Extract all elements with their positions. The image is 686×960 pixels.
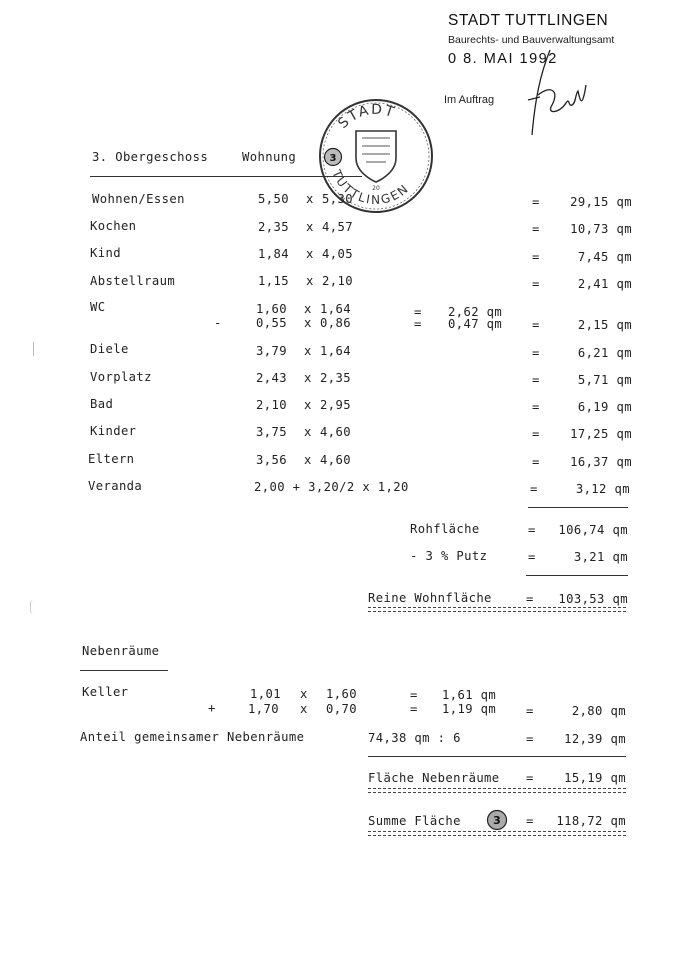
- room-dim-a: 2,10: [256, 398, 287, 412]
- flaeche-nebenraeume-value: 15,19 qm: [564, 771, 626, 785]
- room-op: x: [304, 316, 312, 330]
- nebenraum-dim-a: 1,01: [250, 687, 281, 701]
- room-name: Kinder: [90, 424, 137, 438]
- room-dim-a: 0,55: [256, 316, 287, 330]
- rohflaeche-value: 106,74 qm: [558, 523, 628, 537]
- room-name: Eltern: [88, 452, 135, 466]
- room-name: Bad: [90, 397, 114, 411]
- room-op: x: [306, 192, 314, 206]
- room-op: x: [304, 371, 312, 385]
- room-dim-a: 1,84: [258, 247, 289, 261]
- anteil-rule: [368, 756, 626, 757]
- summe-flaeche-value: 118,72 qm: [556, 814, 626, 828]
- room-dim-b: 1,64: [320, 302, 351, 316]
- nebenraum-dim-a: 1,70: [248, 702, 279, 716]
- room-area: 16,37 qm: [570, 455, 632, 469]
- room-op: x: [304, 398, 312, 412]
- room-area: 29,15 qm: [570, 195, 632, 209]
- room-name: Vorplatz: [90, 370, 152, 384]
- flaeche-nebenraeume-eq: =: [526, 771, 534, 785]
- nebenraum-dim-b: 0,70: [326, 702, 357, 716]
- room-name: Kind: [90, 246, 121, 260]
- room-formula: 2,00 + 3,20/2 x 1,20: [254, 480, 409, 494]
- room-op: x: [306, 247, 314, 261]
- nebenraum-sub-area: 1,61 qm: [442, 688, 497, 702]
- reine-wohnflaeche-label: Reine Wohnfläche: [368, 591, 492, 605]
- room-area: 2,41 qm: [577, 277, 632, 291]
- putz-rule: [526, 575, 628, 576]
- section-marker-icon: [323, 147, 343, 167]
- putz-eq: =: [528, 550, 536, 564]
- svg-text:STADT: [335, 102, 397, 132]
- room-dim-a: 1,60: [256, 302, 287, 316]
- room-area: 2,15 qm: [577, 318, 632, 332]
- section-subtitle: Wohnung: [242, 150, 297, 164]
- room-sub-eq: =: [414, 305, 422, 319]
- room-dim-b: 2,95: [320, 398, 351, 412]
- room-dim-b: 4,05: [322, 247, 353, 261]
- signature-icon: [520, 45, 590, 140]
- summe-marker-icon: [486, 809, 508, 831]
- summe-double-rule: [368, 831, 626, 836]
- room-dim-a: 3,56: [256, 453, 287, 467]
- room-name: Wohnen/Essen: [92, 192, 185, 206]
- nebenraum-prefix: +: [208, 701, 216, 715]
- nebenraum-op: x: [300, 702, 308, 716]
- room-dim-a: 2,35: [258, 220, 289, 234]
- room-eq: =: [532, 222, 540, 236]
- room-dim-b: 2,10: [322, 274, 353, 288]
- summe-flaeche-label: Summe Fläche: [368, 814, 461, 828]
- margin-mark: [33, 342, 34, 356]
- stamp-department: Baurechts- und Bauverwaltungsamt: [448, 34, 615, 46]
- room-eq: =: [532, 250, 540, 264]
- room-eq: =: [532, 455, 540, 469]
- flaeche-nebenraeume-label: Fläche Nebenräume: [368, 771, 500, 785]
- rohflaeche-label: Rohfläche: [410, 522, 480, 536]
- summe-flaeche-eq: =: [526, 814, 534, 828]
- room-dim-a: 2,43: [256, 371, 287, 385]
- flaeche-double-rule: [368, 788, 626, 793]
- summe-marker: 3: [493, 814, 501, 827]
- putz-value: 3,21 qm: [573, 550, 628, 564]
- room-eq: =: [532, 373, 540, 387]
- room-dim-b: 2,35: [320, 371, 351, 385]
- room-eq: =: [532, 346, 540, 360]
- room-area: 10,73 qm: [570, 222, 632, 236]
- room-dim-b: 4,57: [322, 220, 353, 234]
- room-eq: =: [530, 482, 538, 496]
- nebenraum-op: x: [300, 687, 308, 701]
- subtotal-rule: [528, 507, 628, 508]
- im-auftrag-label: Im Auftrag: [444, 94, 495, 106]
- stamp-city: STADT TUTTLINGEN: [448, 12, 609, 29]
- nebenraum-name: Keller: [82, 685, 129, 699]
- room-name: Diele: [90, 342, 129, 356]
- rohflaeche-eq: =: [528, 523, 536, 537]
- room-op: x: [304, 344, 312, 358]
- nebenraum-sub-eq: =: [410, 702, 418, 716]
- anteil-value: 12,39 qm: [564, 732, 626, 746]
- date-stamp: 0 8. MAI 1992: [448, 51, 558, 67]
- seal-text-bottom: TUTTLINGEN: [329, 167, 413, 208]
- section-marker: 3: [329, 153, 337, 164]
- room-dim-a: 5,50: [258, 192, 289, 206]
- room-dim-b: 0,86: [320, 316, 351, 330]
- reine-wohnflaeche-value: 103,53 qm: [558, 592, 628, 606]
- room-op: x: [306, 274, 314, 288]
- room-name: Abstellraum: [90, 274, 176, 288]
- room-prefix: -: [214, 316, 222, 330]
- room-dim-a: 3,75: [256, 425, 287, 439]
- anteil-eq: =: [526, 732, 534, 746]
- nebenraeume-underline: [80, 670, 168, 671]
- section-underline: [90, 176, 362, 177]
- room-eq: =: [532, 195, 540, 209]
- room-dim-a: 3,79: [256, 344, 287, 358]
- room-name: WC: [90, 300, 106, 314]
- seal-number: 20: [372, 185, 380, 192]
- room-eq: =: [532, 318, 540, 332]
- reine-wohnflaeche-eq: =: [526, 592, 534, 606]
- putz-label: - 3 % Putz: [410, 549, 488, 563]
- nebenraum-area: 2,80 qm: [571, 704, 626, 718]
- room-area: 7,45 qm: [577, 250, 632, 264]
- room-sub-eq: =: [414, 317, 422, 331]
- room-op: x: [304, 425, 312, 439]
- room-area: 17,25 qm: [570, 427, 632, 441]
- room-op: x: [304, 302, 312, 316]
- section-title: 3. Obergeschoss: [92, 150, 209, 164]
- margin-mark: [30, 600, 37, 614]
- anteil-formula: 74,38 qm : 6: [368, 731, 461, 745]
- room-area: 6,21 qm: [577, 346, 632, 360]
- room-name: Kochen: [90, 219, 137, 233]
- nebenraum-eq: =: [526, 704, 534, 718]
- nebenraum-sub-area: 1,19 qm: [442, 702, 497, 716]
- room-area: 3,12 qm: [575, 482, 630, 496]
- room-eq: =: [532, 400, 540, 414]
- room-op: x: [306, 220, 314, 234]
- room-op: x: [304, 453, 312, 467]
- room-sub-area: 0,47 qm: [448, 317, 503, 331]
- room-sub-area: 2,62 qm: [448, 305, 503, 319]
- room-dim-b: 5,30: [322, 192, 353, 206]
- nebenraum-dim-b: 1,60: [326, 687, 357, 701]
- room-dim-b: 4,60: [320, 453, 351, 467]
- room-area: 5,71 qm: [577, 373, 632, 387]
- reine-double-rule: [368, 607, 626, 612]
- anteil-label: Anteil gemeinsamer Nebenräume: [80, 730, 305, 744]
- room-name: Veranda: [88, 479, 143, 493]
- room-dim-a: 1,15: [258, 274, 289, 288]
- room-dim-b: 1,64: [320, 344, 351, 358]
- room-dim-b: 4,60: [320, 425, 351, 439]
- nebenraum-sub-eq: =: [410, 688, 418, 702]
- room-eq: =: [532, 277, 540, 291]
- seal-text-top: STADT: [335, 101, 398, 132]
- nebenraeume-title: Nebenräume: [82, 644, 160, 658]
- room-area: 6,19 qm: [577, 400, 632, 414]
- room-eq: =: [532, 427, 540, 441]
